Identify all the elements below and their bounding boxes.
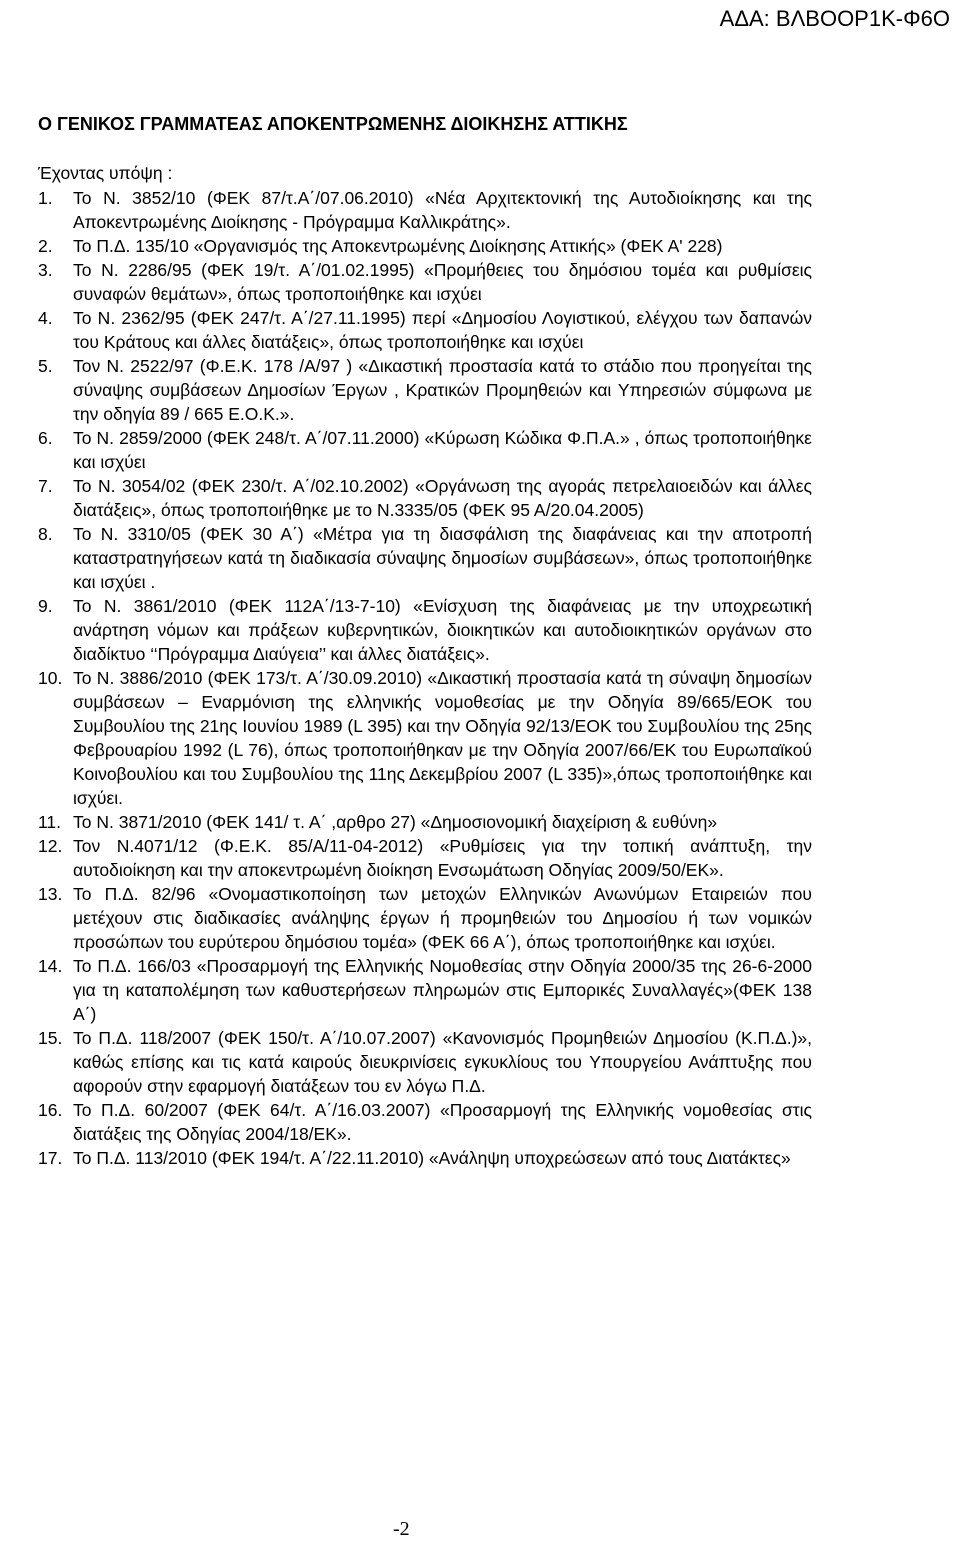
item-number: 2. — [38, 236, 53, 256]
page-number: -2 — [393, 1518, 410, 1540]
item-number: 12. — [38, 836, 63, 856]
item-number: 7. — [38, 476, 53, 496]
item-text: Το Ν. 3852/10 (ΦΕΚ 87/τ.Α΄/07.06.2010) «Νέα Αρχιτεκτονική της Αυτοδιοίκησης και της Αποκεντρωμένης Διοίκησης - Πρόγραμμα Καλλικράτης». — [73, 188, 812, 232]
list-item — [38, 954, 812, 1026]
item-number: 11. — [38, 812, 62, 832]
list-item — [38, 1098, 812, 1146]
list-item — [38, 306, 812, 354]
ada-code: ΑΔΑ: ΒΛΒΟΟΡ1Κ-Φ6Ο — [719, 6, 950, 31]
item-number: 13. — [38, 884, 63, 904]
item-text: Το Ν. 3886/2010 (ΦΕΚ 173/τ. Α΄/30.09.2010) «Δικαστική προστασία κατά τη σύναψη δημοσίων συμβάσεων – Εναρμόνιση της ελληνικής νομοθεσίας με την Οδηγία 89/665/ΕΟΚ του Συμβουλίου της 21ης Ιουνίου 1989 (L 395) και την Οδηγία 92/13/ΕΟΚ του Συμβουλίου της 25ης Φεβρουαρίου 1992 (L 76), όπως τροποποιήθηκαν με την Οδηγία 2007/66/ΕΚ του Ευρωπαϊκού Κοινοβουλίου και του Συμβουλίου της 11ης Δεκεμβρίου 2007 (L 335)»,όπως τροποποιήθηκε και ισχύει. — [73, 668, 812, 808]
item-text: Το Π.Δ. 135/10 «Οργανισμός της Αποκεντρωμένης Διοίκησης Αττικής» (ΦΕΚ Α' 228) — [73, 236, 723, 256]
item-number: 3. — [38, 260, 53, 280]
item-text: Το Π.Δ. 82/96 «Ονομαστικοποίηση των μετοχών Ελληνικών Ανωνύμων Εταιρειών που μετέχουν στις διαδικασίες ανάληψης έργων ή προμηθειών του Δημοσίου ή των νομικών προσώπων του ευρύτερου δημόσιου τομέα» (ΦΕΚ 66 Α΄), όπως τροποποιήθηκε και ισχύει. — [73, 884, 812, 952]
item-number: 9. — [38, 596, 53, 616]
item-number: 4. — [38, 308, 53, 328]
list-item — [38, 1146, 812, 1170]
item-text: Το Ν. 2362/95 (ΦΕΚ 247/τ. Α΄/27.11.1995) περί «Δημοσίου Λογιστικού, ελέγχου των δαπανών του Κράτους και άλλες διατάξεις», όπως τροποποιήθηκε και ισχύει — [73, 308, 812, 352]
list-item — [38, 882, 812, 954]
item-number: 5. — [38, 356, 53, 376]
item-text: Τον Ν. 2522/97 (Φ.Ε.Κ. 178 /Α/97 ) «Δικαστική προστασία κατά το στάδιο που προηγείται της σύναψης συμβάσεων Δημοσίων Έργων , Κρατικών Προμηθειών και Υπηρεσιών σύμφωνα με την οδηγία 89 / 665 Ε.Ο.Κ.». — [73, 356, 812, 424]
list-item — [38, 1026, 812, 1098]
item-number: 16. — [38, 1100, 63, 1120]
item-text: Το Ν. 2859/2000 (ΦΕΚ 248/τ. Α΄/07.11.2000) «Κύρωση Κώδικα Φ.Π.Α.» , όπως τροποποιήθηκε και ισχύει — [73, 428, 812, 472]
item-text: Το Π.Δ. 166/03 «Προσαρμογή της Ελληνικής Νομοθεσίας στην Οδηγία 2000/35 της 26-6-2000 για τη καταπολέμηση των καθυστερήσεων πληρωμών στις Εμπορικές Συναλλαγές»(ΦΕΚ 138 Α΄) — [73, 956, 812, 1024]
list-item — [38, 426, 812, 474]
item-text: Το Ν. 2286/95 (ΦΕΚ 19/τ. Α΄/01.02.1995) «Προμήθειες του δημόσιου τομέα και ρυθμίσεις συναφών θεμάτων», όπως τροποποιήθηκε και ισχύει — [73, 260, 812, 304]
list-item — [38, 522, 812, 594]
item-number: 15. — [38, 1028, 63, 1048]
list-item — [38, 594, 812, 666]
item-text: Το Ν. 3871/2010 (ΦΕΚ 141/ τ. Α΄ ,αρθρο 27) «Δημοσιονομική διαχείριση & ευθύνη» — [73, 812, 718, 832]
item-number: 1. — [38, 188, 53, 208]
item-text: Το Ν. 3054/02 (ΦΕΚ 230/τ. Α΄/02.10.2002) «Οργάνωση της αγοράς πετρελαιοειδών και άλλες διατάξεις», όπως τροποποιήθηκε με το Ν.3335/05 (ΦΕΚ 95 Α/20.04.2005) — [73, 476, 812, 520]
intro-text: Έχοντας υπόψη : — [38, 163, 173, 183]
list-item — [38, 810, 812, 834]
list-item — [38, 354, 812, 426]
item-text: Το Ν. 3310/05 (ΦΕΚ 30 Α΄) «Μέτρα για τη διασφάλιση της διαφάνειας και την αποτροπή καταστρατηγήσεων κατά τη διαδικασία σύναψης δημοσίων συμβάσεων», όπως τροποποιήθηκε και ισχύει . — [73, 524, 812, 592]
considerations-list — [38, 186, 812, 1170]
item-text: Το Π.Δ. 113/2010 (ΦΕΚ 194/τ. Α΄/22.11.2010) «Ανάληψη υποχρεώσεων από τους Διατάκτες» — [73, 1148, 791, 1168]
document-heading: Ο ΓΕΝΙΚΟΣ ΓΡΑΜΜΑΤΕΑΣ ΑΠΟΚΕΝΤΡΩΜΕΝΗΣ ΔΙΟΙΚΗΣΗΣ ΑΤΤΙΚΗΣ — [38, 114, 628, 134]
list-item — [38, 474, 812, 522]
list-item — [38, 666, 812, 810]
item-number: 14. — [38, 956, 63, 976]
list-item — [38, 834, 812, 882]
item-number: 8. — [38, 524, 53, 544]
list-item — [38, 234, 812, 258]
item-number: 17. — [38, 1148, 63, 1168]
item-number: 10. — [38, 668, 63, 688]
item-text: Το Π.Δ. 118/2007 (ΦΕΚ 150/τ. Α΄/10.07.2007) «Κανονισμός Προμηθειών Δημοσίου (Κ.Π.Δ.)», καθώς επίσης και τις κατά καιρούς διευκρινίσεις εγκυκλίους του Υπουργείου Ανάπτυξης που αφορούν στην εφαρμογή διατάξεων του εν λόγω Π.Δ. — [73, 1028, 812, 1096]
list-item — [38, 186, 812, 234]
list-item — [38, 258, 812, 306]
item-text: Το Π.Δ. 60/2007 (ΦΕΚ 64/τ. Α΄/16.03.2007) «Προσαρμογή της Ελληνικής νομοθεσίας στις διατάξεις της Οδηγίας 2004/18/ΕΚ». — [73, 1100, 812, 1144]
item-text: Τον Ν.4071/12 (Φ.Ε.Κ. 85/Α/11-04-2012) «Ρυθμίσεις για την τοπική ανάπτυξη, την αυτοδιοίκηση και την αποκεντρωμένη διοίκηση Ενσωμάτωση Οδηγίας 2009/50/ΕΚ». — [73, 836, 812, 880]
item-number: 6. — [38, 428, 53, 448]
item-text: Το Ν. 3861/2010 (ΦΕΚ 112Α΄/13-7-10) «Ενίσχυση της διαφάνειας με την υποχρεωτική ανάρτηση νόμων και πράξεων κυβερνητικών, διοικητικών και αυτοδιοικητικών οργάνων στο διαδίκτυο ‘‘Πρόγραμμα Διαύγεια’’ και άλλες διατάξεις». — [73, 596, 812, 664]
